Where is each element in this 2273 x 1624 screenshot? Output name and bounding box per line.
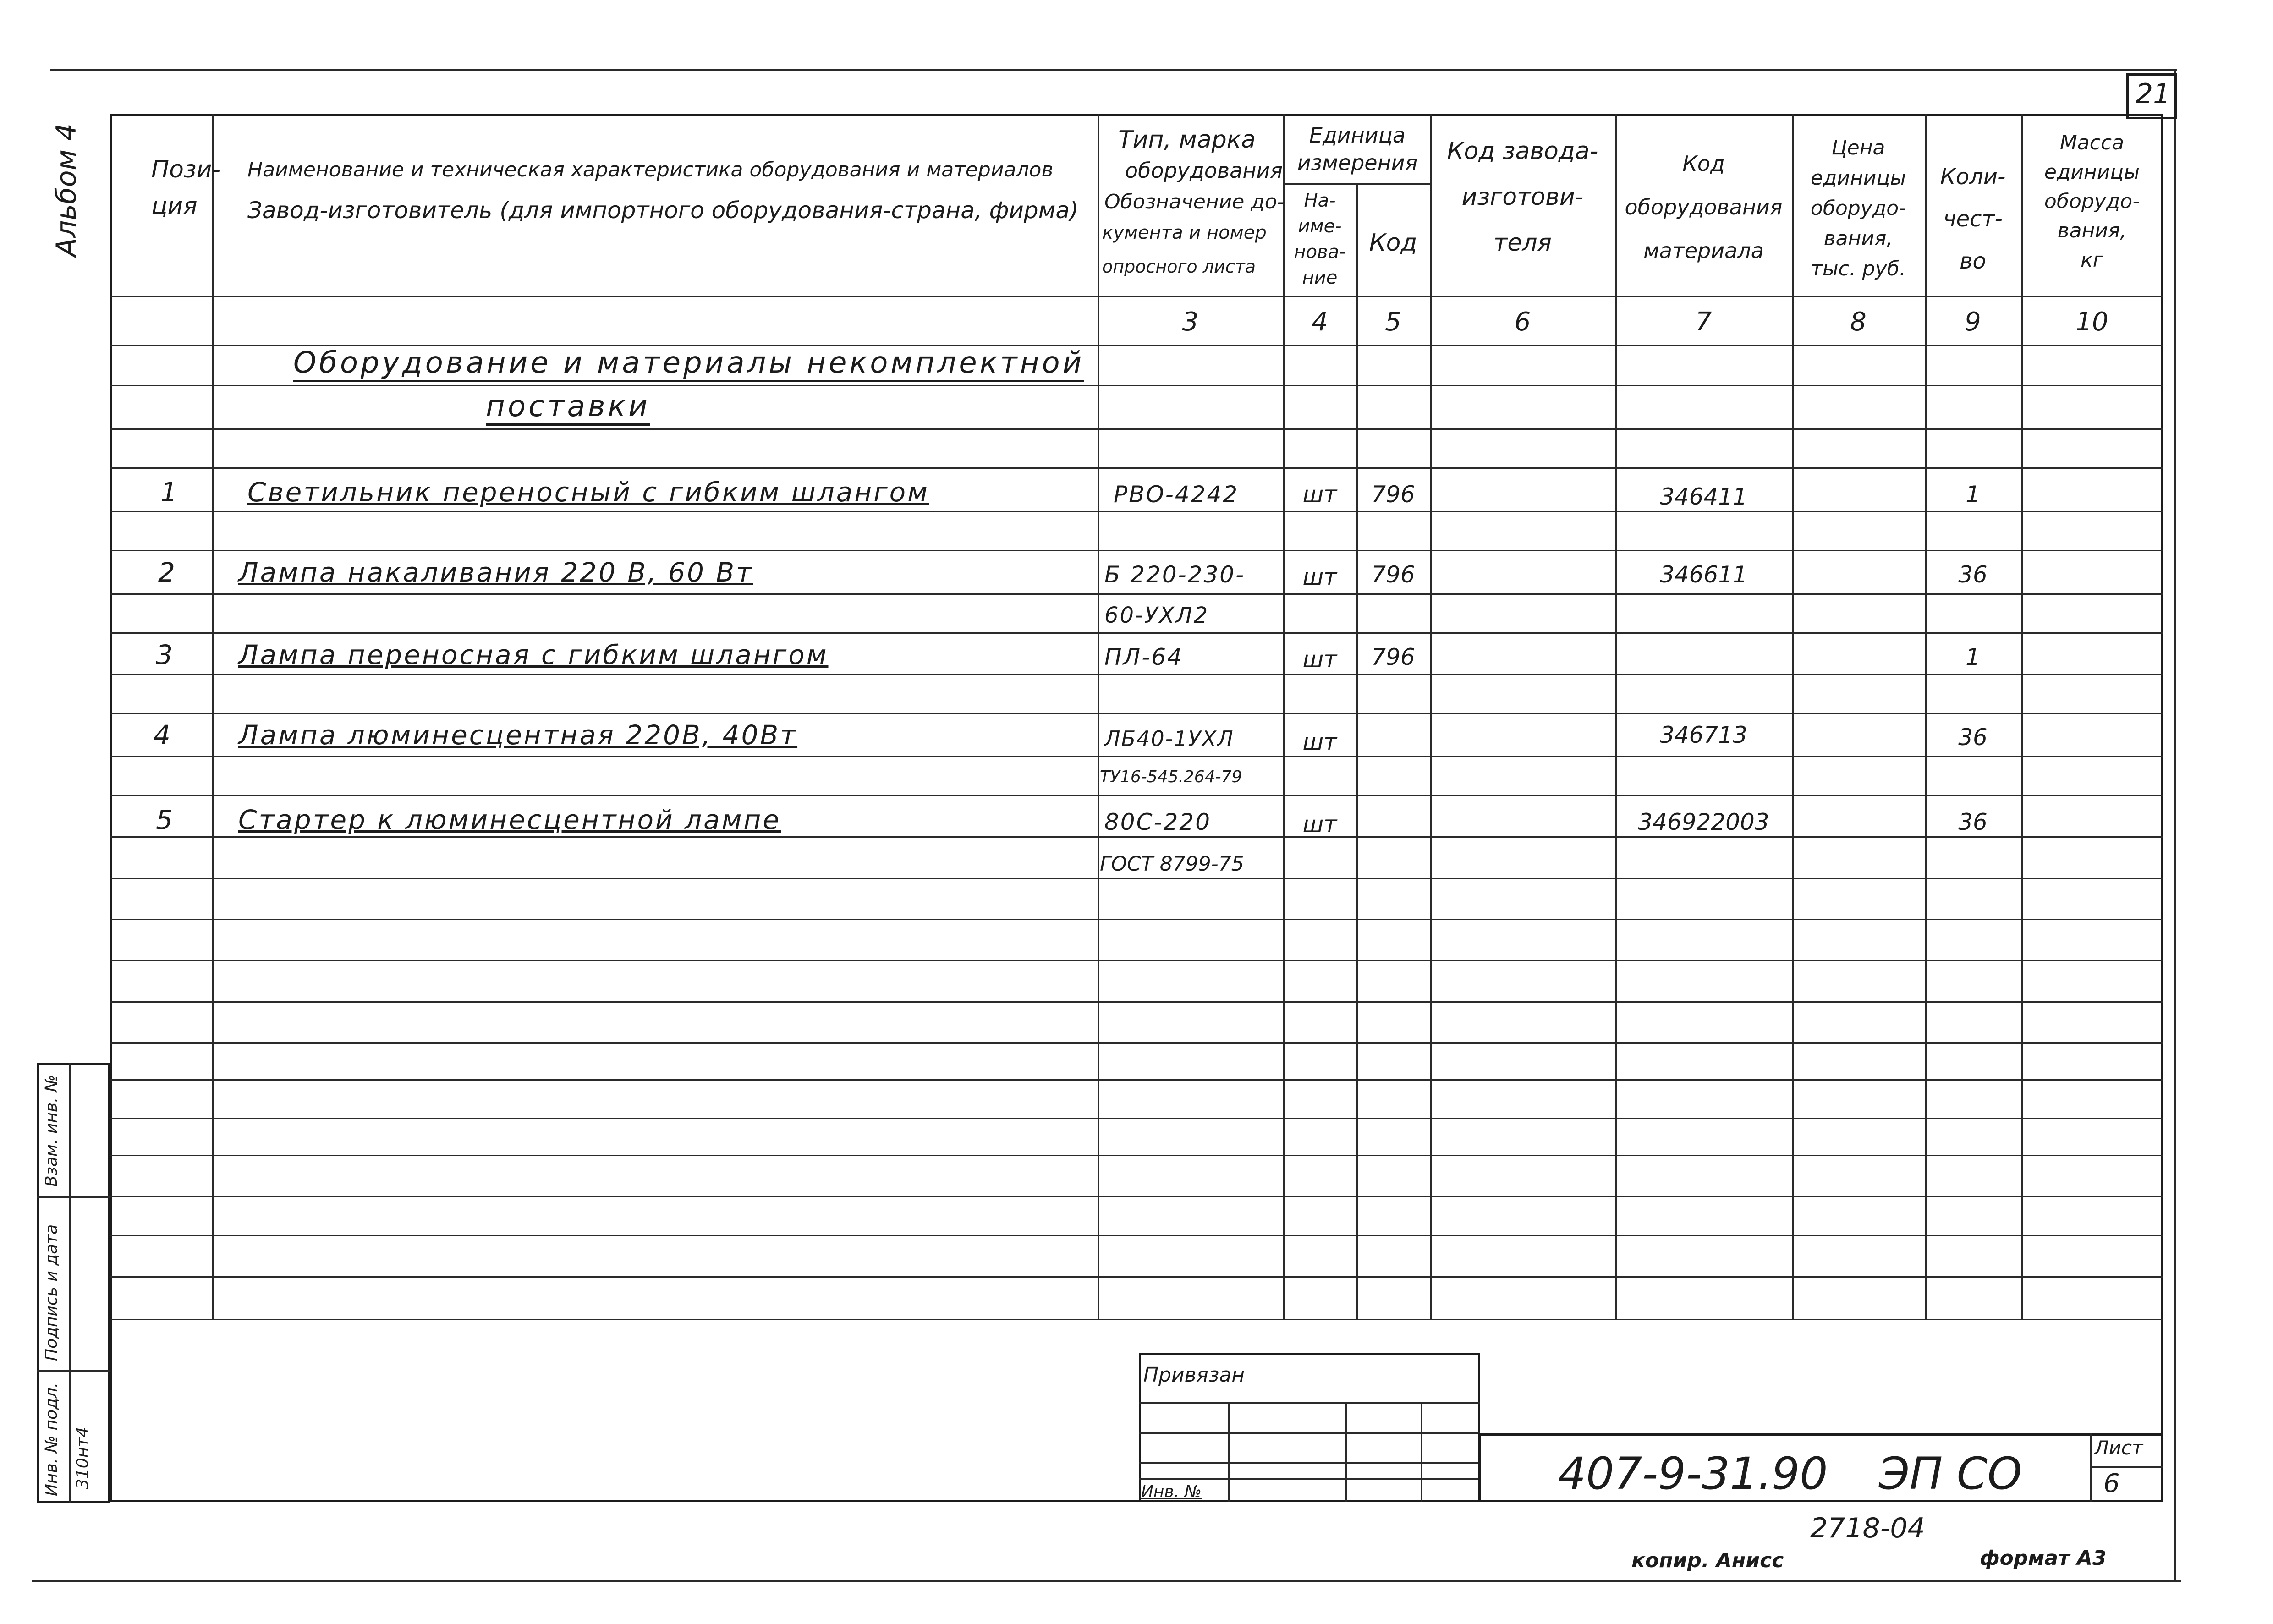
row-rule (110, 1276, 2163, 1278)
privyazan-row (1139, 1432, 1480, 1434)
row-unit: шт (1302, 811, 1337, 838)
row-rule (110, 428, 2163, 430)
right-frame (2174, 69, 2176, 1581)
row-type: 80С-220 (1104, 809, 1212, 835)
row-position: 3 (156, 639, 173, 670)
doc-mark: ЭП СО (1879, 1448, 2022, 1499)
col-line (1098, 114, 1099, 1319)
unit-header-split (1283, 183, 1432, 185)
row-rule (110, 756, 2163, 757)
row-rule (110, 1235, 2163, 1236)
col-number: 6 (1514, 307, 1531, 337)
row-rule (110, 467, 2163, 469)
doc-code: 407-9-31.90 (1558, 1448, 1828, 1499)
row-type-2: 60-УХЛ2 (1104, 603, 1209, 628)
row-qty: 1 (1966, 481, 1980, 508)
row-unit: шт (1302, 729, 1337, 755)
row-rule (110, 795, 2163, 796)
row-rule (110, 1196, 2163, 1197)
row-rule (110, 1001, 2163, 1003)
header-name-line2: Завод-изготовитель (для импортного оборудования-страна, фирма) (247, 197, 1079, 224)
privyazan-col (1421, 1402, 1422, 1502)
privyazan-label: Привязан (1143, 1363, 1245, 1387)
row-type-2: ТУ16-545.264-79 (1100, 768, 1242, 786)
row-unit-code: 796 (1371, 561, 1415, 588)
side-vzam: Взам. инв. № (42, 1075, 61, 1187)
header-unit-code: Код (1369, 229, 1417, 257)
col-number: 8 (1850, 307, 1867, 337)
row-name: Лампа переносная с гибким шлангом (238, 639, 829, 670)
row-unit-code: 796 (1371, 644, 1415, 670)
header-name-line1: Наименование и техническая характеристика оборудования и материалов (247, 158, 1054, 181)
header-mass: Масса единицы оборудо- вания, кг (2044, 131, 2140, 272)
header-equip-code: Код оборудования материала (1625, 151, 1783, 263)
col-line (2021, 114, 2023, 1319)
row-type: ПЛ-64 (1104, 644, 1183, 670)
privyazan-col (1228, 1402, 1230, 1502)
row-position: 2 (158, 557, 175, 588)
col-number: 5 (1385, 307, 1401, 337)
row-unit: шт (1302, 646, 1337, 673)
sheet-corner-number: 21 (2136, 78, 2171, 110)
header-type-line4: кумента и номер (1102, 222, 1267, 243)
col-line (1615, 114, 1617, 1319)
header-type-line2: оборудования (1125, 158, 1283, 183)
col-line (1430, 114, 1432, 1319)
sheet-label: Лист (2094, 1437, 2143, 1459)
bottom-rule (32, 1580, 2181, 1582)
header-bottom (110, 296, 2163, 297)
row-rule (110, 632, 2163, 634)
side-inv-orig: Инв. № подл. (42, 1382, 61, 1496)
row-unit: шт (1302, 564, 1337, 590)
header-unit-group: Единица измерения (1297, 123, 1418, 175)
privyazan-row (1139, 1478, 1480, 1480)
row-rule (110, 878, 2163, 879)
row-rule (110, 1118, 2163, 1119)
copied-by: копир. Анисс (1631, 1549, 1784, 1572)
col-line (1925, 114, 1927, 1319)
row-qty: 36 (1958, 809, 1988, 835)
row-rule (110, 1155, 2163, 1156)
side-sign-date: Подпись и дата (42, 1224, 61, 1361)
privyazan-col (1345, 1402, 1347, 1502)
row-equip-code: 346411 (1660, 483, 1747, 510)
row-position: 1 (160, 477, 177, 508)
row-type: Б 220-230- (1104, 561, 1246, 588)
row-equip-code: 346922003 (1638, 809, 1769, 835)
row-rule (110, 919, 2163, 920)
top-rule (50, 69, 2177, 71)
row-unit: шт (1302, 481, 1337, 508)
row-name: Лампа накаливания 220 В, 60 Вт (238, 557, 753, 588)
row-rule (110, 674, 2163, 675)
col-line (1356, 183, 1358, 1319)
col-line (1283, 114, 1285, 1319)
album-label: Альбом 4 (50, 123, 82, 257)
row-qty: 1 (1966, 644, 1980, 670)
row-rule (110, 960, 2163, 961)
privyazan-row (1139, 1402, 1480, 1404)
header-unit-name: На- име- нова- ние (1294, 190, 1346, 288)
row-name: Лампа люминесцентная 220В, 40Вт (238, 719, 798, 751)
row-name: Стартер к люминесцентной лампе (238, 804, 781, 835)
paper-format: формат А3 (1980, 1547, 2107, 1570)
row-rule (110, 550, 2163, 551)
sheet-cell-split (2090, 1466, 2163, 1468)
row-qty: 36 (1958, 724, 1988, 751)
col-number: 4 (1312, 307, 1328, 337)
col-number: 9 (1965, 307, 1981, 337)
row-type-2: ГОСТ 8799-75 (1100, 852, 1244, 876)
side-stamp-divider (69, 1063, 71, 1503)
header-qty: Коли- чест- во (1940, 164, 2006, 274)
col-line (1792, 114, 1794, 1319)
section-title-line2: поставки (486, 390, 650, 426)
row-unit-code: 796 (1371, 481, 1415, 508)
header-type-line3: Обозначение до- (1104, 190, 1285, 214)
row-equip-code: 346713 (1660, 722, 1747, 748)
row-rule (110, 836, 2163, 838)
side-inv-num: 310нт4 (73, 1426, 92, 1489)
row-rule (110, 1319, 2163, 1320)
row-position: 5 (156, 804, 173, 835)
header-factory-code: Код завода- изготови- теля (1447, 137, 1598, 257)
row-name: Светильник переносный с гибким шлангом (247, 477, 929, 508)
header-type-line5: опросного листа (1102, 257, 1256, 277)
order-number: 2718-04 (1810, 1512, 1925, 1544)
header-type-line1: Тип, марка (1118, 126, 1256, 154)
section-title-line1: Оборудование и материалы некомплектной (293, 346, 1084, 382)
side-stamp-row (37, 1370, 110, 1372)
side-stamp-row (37, 1196, 110, 1198)
col-line (212, 114, 214, 1319)
privyazan-row (1139, 1462, 1480, 1464)
header-price: Цена единицы оборудо- вания, тыс. руб. (1810, 136, 1906, 280)
col-number: 3 (1182, 307, 1199, 337)
row-rule (110, 385, 2163, 386)
row-rule (110, 1079, 2163, 1081)
inv-no-label: Инв. № (1141, 1482, 1202, 1501)
row-type: ЛБ40-1УХЛ (1104, 726, 1234, 751)
sheet-number: 6 (2103, 1469, 2120, 1498)
row-equip-code: 346611 (1660, 561, 1747, 588)
row-type: РВО-4242 (1114, 481, 1239, 508)
col-number: 10 (2075, 307, 2108, 337)
row-rule (110, 1042, 2163, 1044)
row-qty: 36 (1958, 561, 1988, 588)
row-rule (110, 713, 2163, 714)
col-number: 7 (1695, 307, 1712, 337)
header-position: Пози- ция (151, 156, 221, 220)
row-rule (110, 593, 2163, 595)
row-rule (110, 511, 2163, 512)
row-position: 4 (154, 719, 170, 751)
